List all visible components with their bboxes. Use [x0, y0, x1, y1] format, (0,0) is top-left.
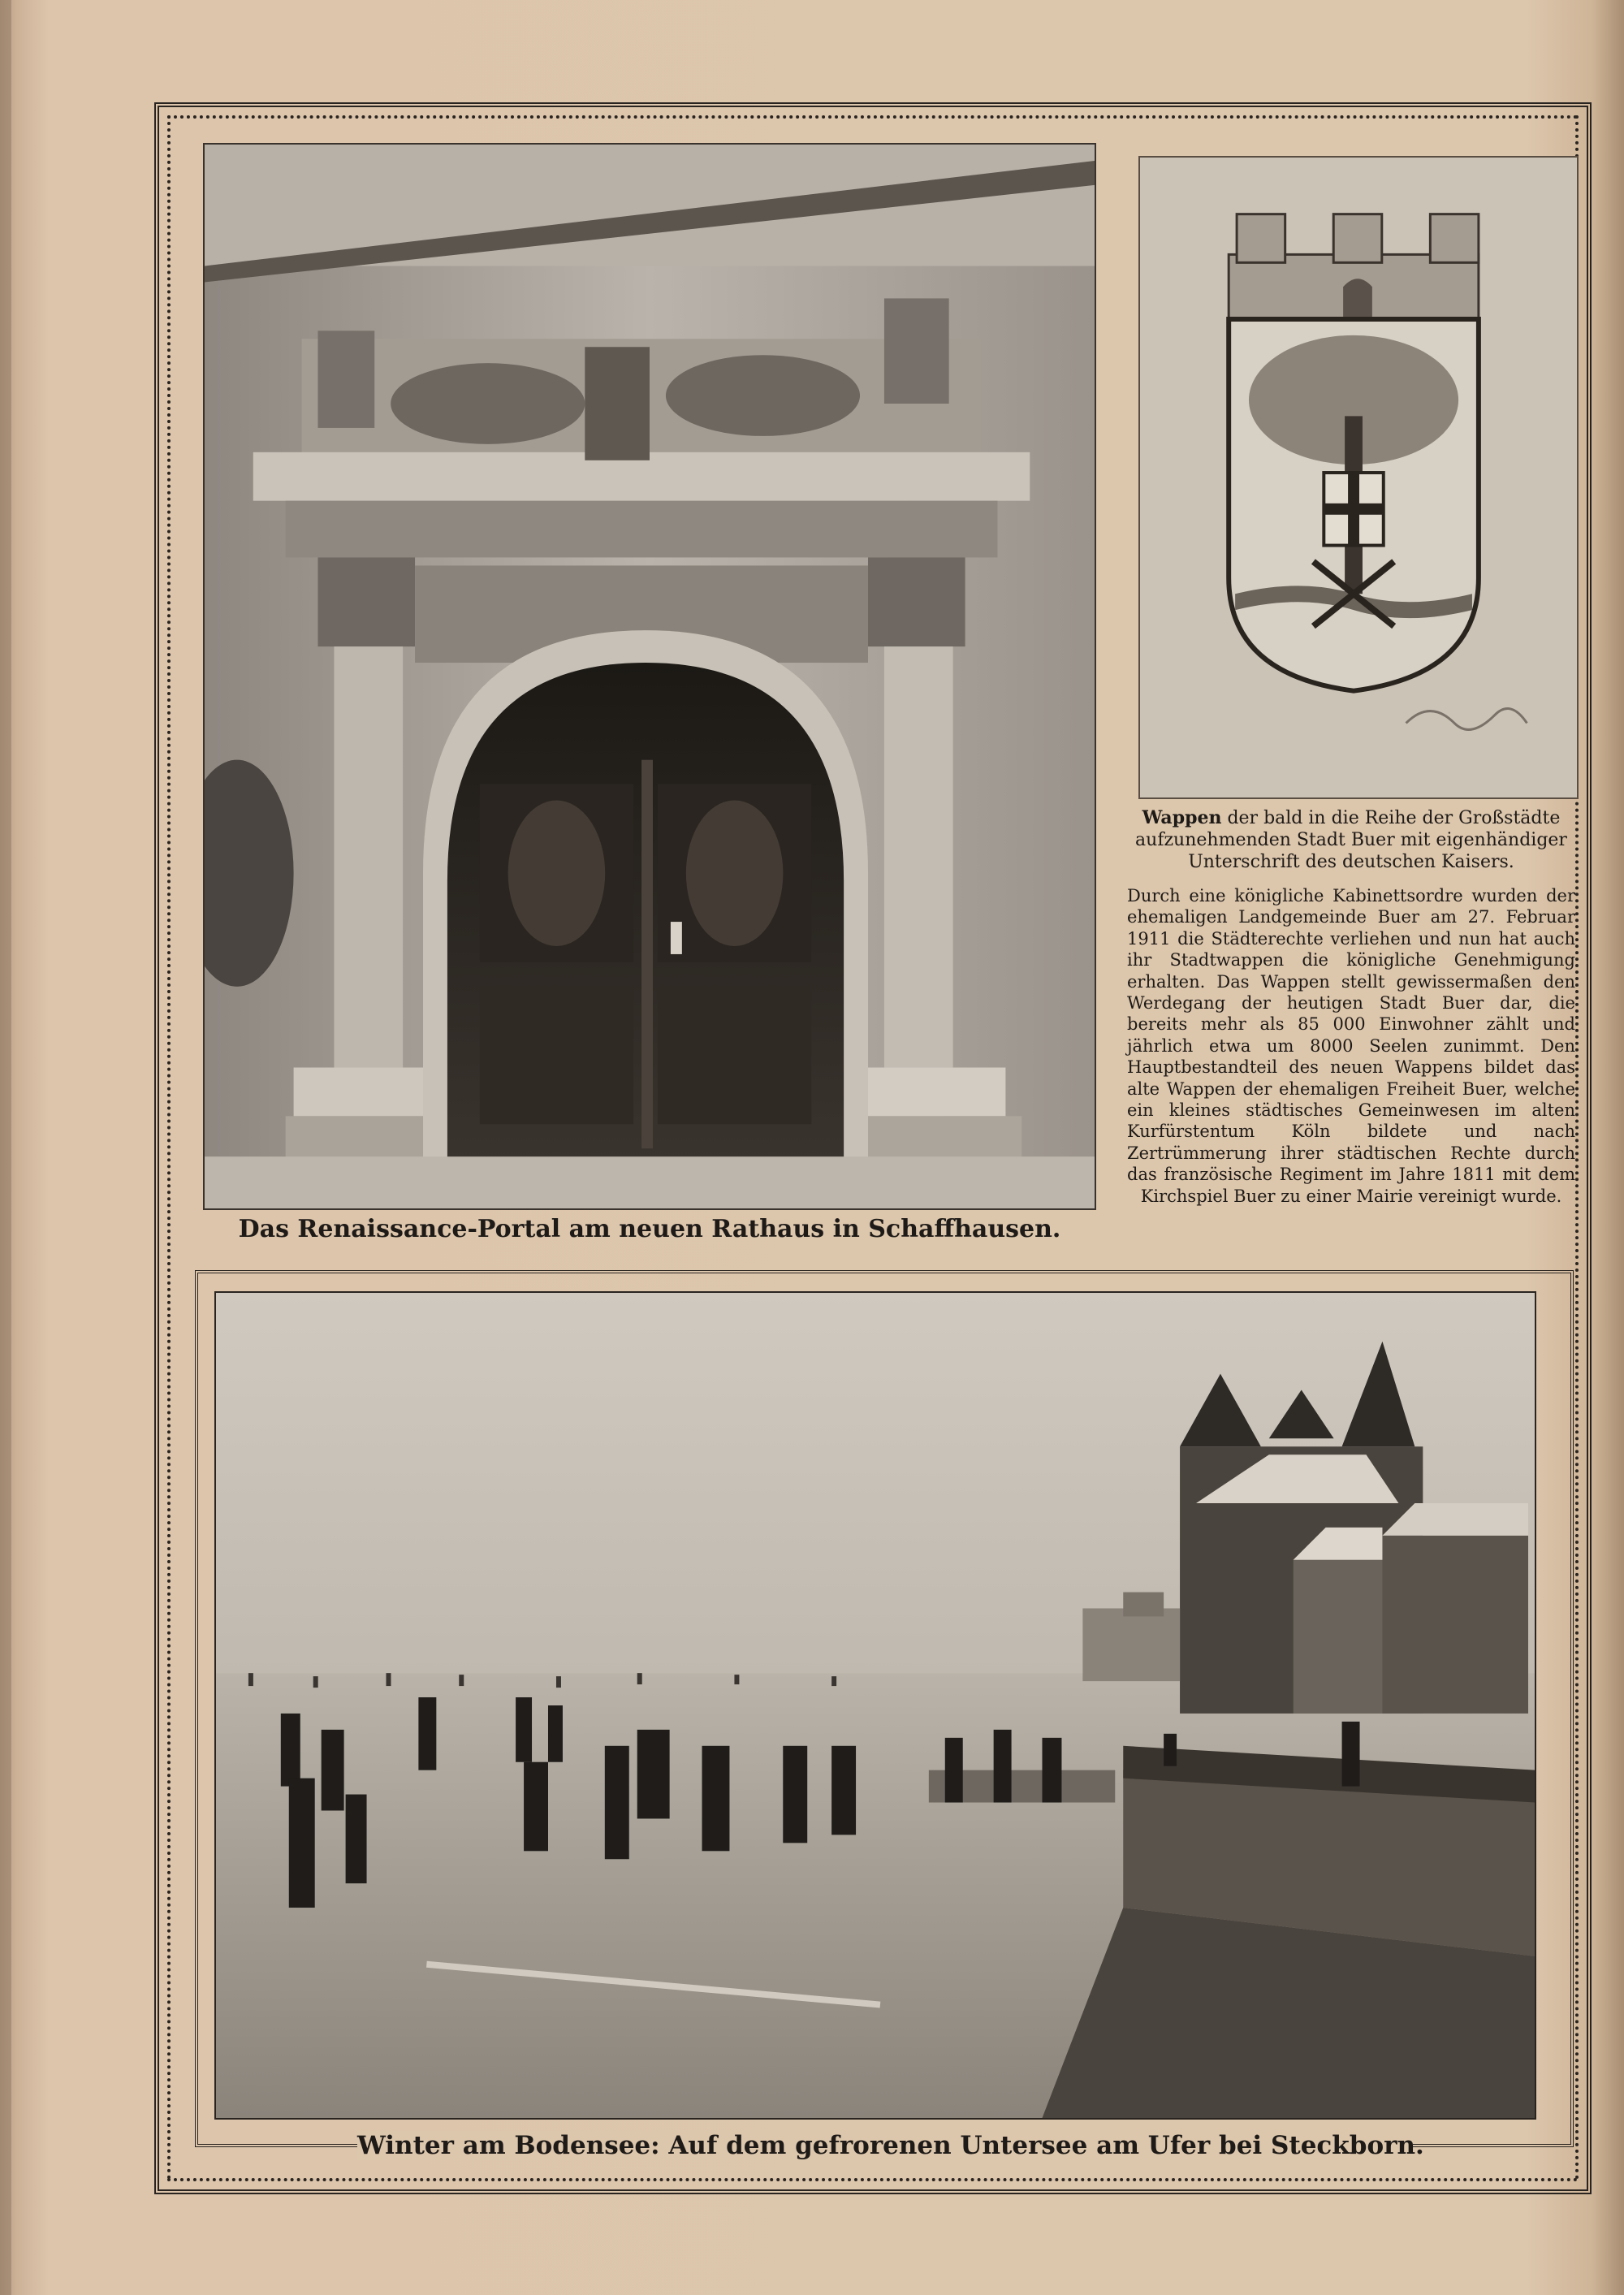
coat-of-arms-article: Durch eine königliche Kabinettsordre wurden der ehemaligen Landgemeinde Buer am 27. Februar 1911 die Städterechte verliehen und nun hat auch ihr Stadtwappen die königliche Genehmigung erhalten. Das Wappen stellt gewissermaßen den Werdegang der heutigen Stadt Buer dar, die bereits mehr als 85 000 Einwohner zählt und jährlich etwa um 8000 Seelen zunimmt. Den Hauptbestandteil des neuen Wappens bildet das alte Wappen der ehemaligen Freiheit Buer, welche ein kleines städtisches Gemeinwesen im alten Kurfürstentum Köln bildete und nach Zertrümmerung ihrer städtischen Rechte durch das französische Regiment im Jahre 1811 mit dem Kirchspiel Buer zu einer Mairie vereinigt wurde.	[1127, 886, 1575, 1206]
coat-of-arms-caption-text: der bald in die Reihe der Großstädte aufzunehmenden Stadt Buer mit eigenhändiger Unterschrift des deutschen Kaisers.	[1135, 808, 1567, 872]
lake-caption: Winter am Bodensee: Auf dem gefrorenen Untersee am Ufer bei Steckborn.	[357, 2131, 1424, 2160]
portal-caption: Das Renaissance-Portal am neuen Rathaus in Schaffhausen.	[238, 1215, 1061, 1243]
page-binding-edge	[0, 0, 11, 2295]
coat-of-arms-image	[1138, 156, 1579, 799]
coat-of-arms-caption-lead: Wappen	[1142, 807, 1222, 828]
portal-photo	[203, 143, 1096, 1210]
coat-of-arms-caption	[1127, 807, 1575, 873]
lake-photo	[214, 1291, 1536, 2120]
